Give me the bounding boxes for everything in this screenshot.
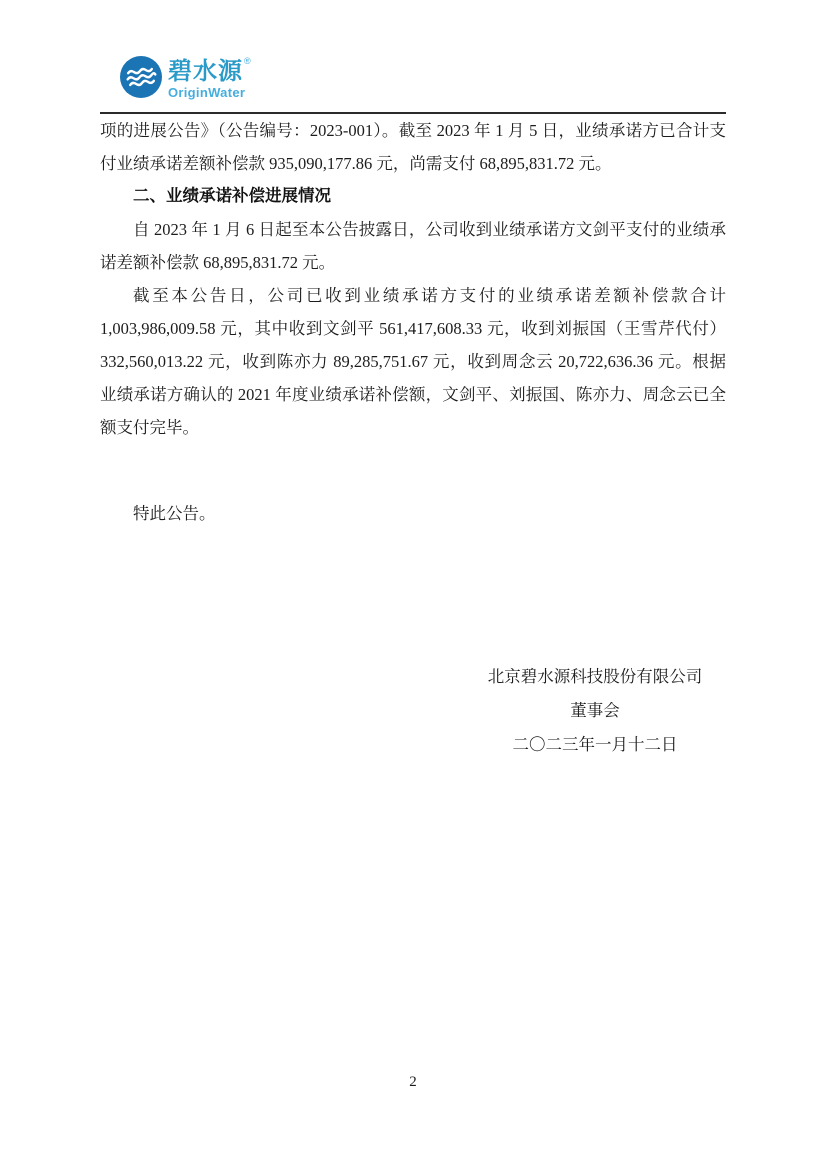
signature-date: 二〇二三年一月十二日: [512, 735, 678, 754]
water-waves-icon: [120, 56, 162, 98]
page-number: 2: [409, 1074, 417, 1090]
logo-wordmark: [168, 56, 251, 100]
section-heading: 二、业绩承诺补偿进展情况: [133, 187, 331, 205]
registered-trademark-symbol: ®: [244, 56, 251, 66]
closing-statement: 特此公告。: [133, 504, 216, 523]
paragraph-compensation-total: 截至本公告日，公司已收到业绩承诺方支付的业绩承诺差额补偿款合计 1,003,986,009.58 元，其中收到文剑平 561,417,608.33 元，收到刘振国（王雪芹代付）332,560,013.22 元，收到陈亦力 89,285,751.67 元，收到周念云 20,722,636.36 元。根据业绩承诺方确认的 2021 年度业绩承诺补偿额，文剑平、刘振国、陈亦力、周念云已全额支付完毕。: [100, 286, 726, 437]
paragraph-intro-continuation: 项的进展公告》（公告编号：2023-001）。截至 2023 年 1 月 5 日，业绩承诺方已合计支付业绩承诺差额补偿款 935,090,177.86 元，尚需支付 68,895,831.72 元。: [100, 121, 726, 173]
document-body: [100, 114, 726, 762]
signature-block: [430, 660, 760, 762]
logo-brand-cn: 碧水源: [168, 58, 243, 85]
originwater-logo: [120, 56, 251, 100]
logo-brand-en: OriginWater: [168, 85, 246, 101]
signature-signer: 董事会: [570, 701, 620, 720]
paragraph-compensation-received: 自 2023 年 1 月 6 日起至本公告披露日，公司收到业绩承诺方文剑平支付的业绩承诺差额补偿款 68,895,831.72 元。: [100, 220, 726, 272]
signature-company-name: 北京碧水源科技股份有限公司: [487, 667, 703, 686]
